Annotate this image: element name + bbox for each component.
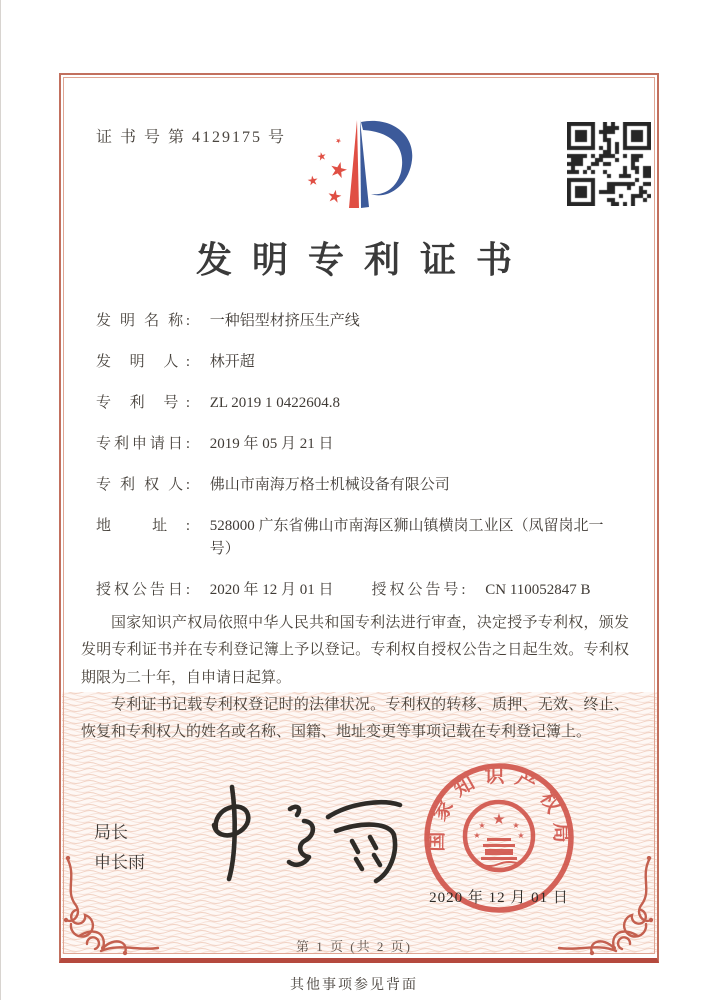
field-invention-name	[96, 310, 626, 333]
qr-code	[567, 122, 651, 206]
svg-text:★: ★	[492, 812, 506, 828]
logo-star-icon: ★	[306, 172, 320, 189]
field-value: 林开超	[209, 354, 255, 370]
legal-paragraph: 专利证书记载专利权登记时的法律状况。专利权的转移、质押、无效、终止、恢复和专利权人的姓名或名称、国籍、地址变更等事项记载在专利登记簿上。	[81, 696, 629, 741]
certificate-title: 发明专利证书	[195, 240, 532, 280]
field-value: 一种铝型材挤压生产线	[209, 313, 360, 329]
field-label: 专 利 权 人:	[96, 477, 190, 493]
svg-text:★: ★	[478, 821, 486, 830]
field-patentee	[96, 474, 626, 497]
field-value: ZL 2019 1 0422604.8	[209, 395, 341, 411]
field-label: 授权公告号:	[371, 582, 466, 598]
seal-date: 2020 年 12 月 01 日	[429, 890, 569, 906]
field-grant-date-and-number	[96, 579, 626, 602]
officer-title: 局长	[94, 823, 128, 842]
officer-block	[94, 818, 145, 878]
field-label: 地 址:	[96, 518, 190, 534]
logo-star-icon: ★	[315, 150, 328, 164]
officer-name: 申长雨	[94, 853, 145, 872]
field-value: 2019 年 05 月 21 日	[209, 436, 334, 452]
logo-star-icon: ★	[333, 136, 343, 146]
seal-text: 国家知识产权局	[425, 765, 573, 852]
svg-text:★: ★	[473, 831, 481, 840]
legal-text	[81, 610, 629, 746]
field-address	[96, 515, 626, 561]
field-inventor	[96, 351, 626, 374]
field-value: 2020 年 12 月 01 日	[209, 582, 334, 598]
field-value: 佛山市南海万格士机械设备有限公司	[209, 477, 450, 493]
director-signature-handwriting	[186, 775, 421, 895]
seal-national-emblem	[465, 802, 533, 870]
field-patent-number	[96, 392, 626, 415]
logo-blue-spire	[360, 120, 369, 208]
page-number: 第 1 页 (共 2 页)	[296, 939, 412, 954]
field-label: 授权公告日:	[96, 582, 190, 598]
field-value: CN 110052847 B	[485, 582, 591, 598]
field-label: 专 利 号:	[96, 395, 190, 411]
logo-star-icon: ★	[325, 185, 344, 208]
field-label: 发 明 名 称:	[96, 313, 190, 329]
field-label: 发 明 人:	[96, 354, 190, 370]
field-label: 专利申请日:	[96, 436, 190, 452]
cnipa-logo-icon	[291, 104, 431, 224]
svg-text:★: ★	[517, 831, 525, 840]
field-value: 528000 广东省佛山市南海区狮山镇横岗工业区（凤留岗北一号）	[209, 518, 604, 557]
certificate-fields	[96, 310, 626, 620]
logo-star-icon: ★	[326, 156, 351, 184]
certificate-number: 证 书 号 第 4129175 号	[96, 129, 287, 146]
back-side-note: 其他事项参见背面	[290, 978, 418, 993]
legal-paragraph: 国家知识产权局依照中华人民共和国专利法进行审查，决定授予专利权，颁发发明专利证书并在专利登记簿上予以登记。专利权自授权公告之日起生效。专利权期限为二十年，自申请日起算。	[81, 615, 629, 686]
field-application-date	[96, 433, 626, 456]
logo-p-bowl	[361, 121, 412, 195]
logo-red-spire	[349, 120, 359, 208]
svg-text:★: ★	[512, 821, 520, 830]
